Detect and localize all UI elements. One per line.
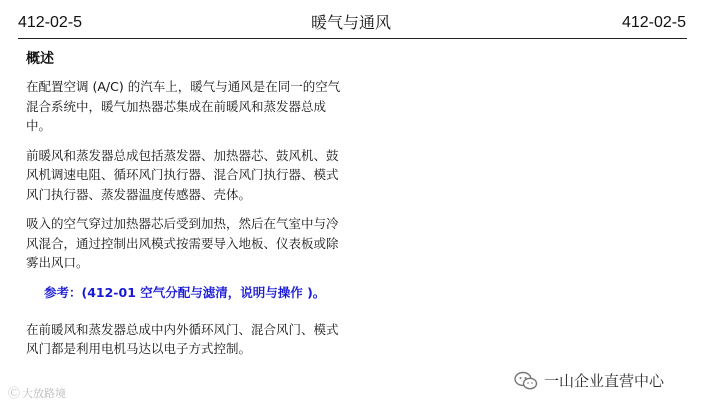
paragraph-components: 前暖风和蒸发器总成包括蒸发器、加热器芯、鼓风机、鼓风机调速电阻、循环风门执行器、混合风门执行器、模式风门执行器、蒸发器温度传感器、壳体。	[26, 147, 339, 202]
section-code-left: 412-02-5	[18, 14, 83, 31]
watermark-right-text: 一山企业直营中心	[544, 372, 665, 390]
paragraph-intro: 在配置空调 (A/C) 的汽车上，暖气与通风是在同一的空气混合系统中，暖气加热器芯集成在前暖风和蒸发器总成中。	[26, 79, 341, 133]
page-header	[0, 0, 702, 40]
header-divider	[18, 38, 687, 39]
watermark-right	[514, 370, 664, 391]
main-content	[26, 50, 346, 369]
wechat-icon	[514, 371, 538, 391]
page-title: 暖气与通风	[310, 13, 391, 32]
paragraph-airflow: 吸入的空气穿过加热器芯后受到加热，然后在气室中与冷风混合，通过控制出风模式按需要导入地板、仪表板或除雾出风口。	[26, 216, 339, 270]
section-code-right: 412-02-5	[621, 14, 686, 31]
reference-link[interactable]: 参考：(412-01 空气分配与滤清，说明与操作 )。	[44, 284, 326, 300]
watermark-left-text: 大放路境	[22, 386, 67, 400]
section-heading: 概述	[26, 51, 54, 67]
watermark-left	[8, 384, 66, 401]
paragraph-control: 在前暖风和蒸发器总成中内外循环风门、混合风门、模式风门都是利用电机马达以电子方式控制。	[26, 321, 339, 356]
copyright-icon: Ⓒ	[8, 386, 21, 400]
